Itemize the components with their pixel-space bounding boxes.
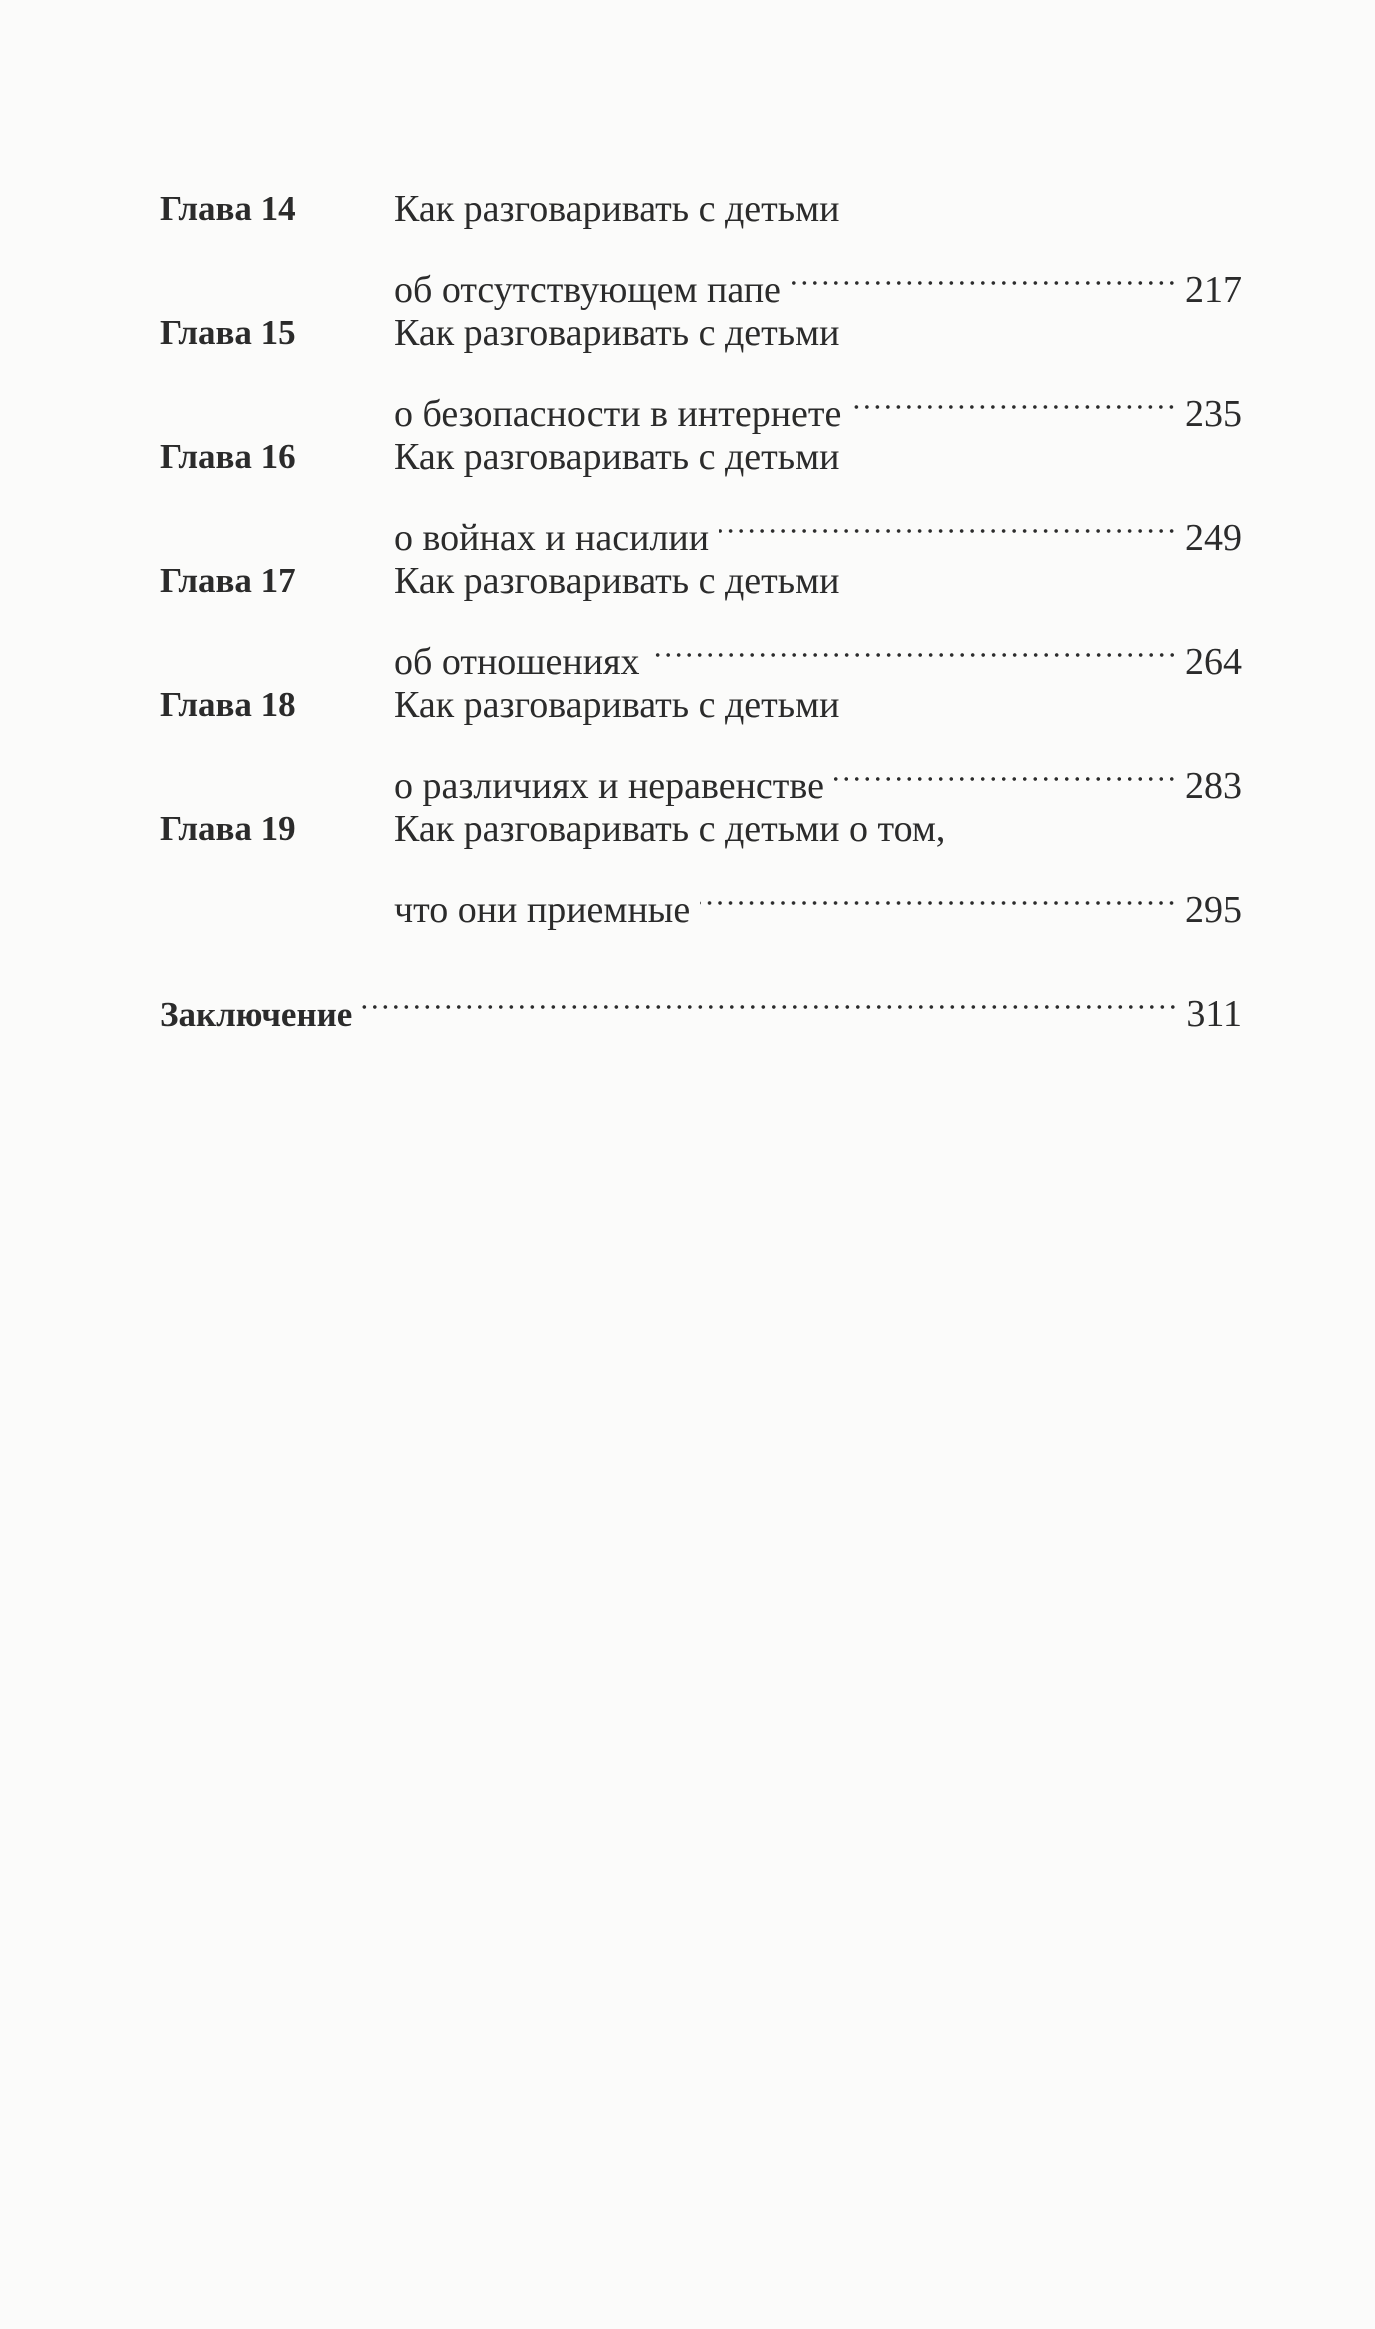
title-text: об отношениях xyxy=(394,641,640,683)
title-line-2 xyxy=(394,364,1242,435)
conclusion-line xyxy=(160,964,1242,1035)
title-text: что они приемные xyxy=(394,889,691,931)
chapter-title xyxy=(394,674,1242,807)
page-number: 249 xyxy=(1185,517,1242,559)
title-line-1 xyxy=(394,550,1242,612)
dot-leader xyxy=(834,736,1177,798)
dot-leader xyxy=(700,860,1177,922)
title-line-1 xyxy=(394,798,1242,860)
page-number: 311 xyxy=(1186,993,1242,1035)
chapter-label: Глава 16 xyxy=(160,437,296,476)
dot-leader xyxy=(719,488,1177,550)
toc-entry-chapter-15[interactable] xyxy=(160,302,1242,435)
title-line-1 xyxy=(394,178,1242,240)
title-text: об отсутствующем папе xyxy=(394,269,781,311)
chapter-label: Глава 19 xyxy=(160,809,296,848)
table-of-contents xyxy=(160,178,1242,1035)
title-text: Как разговаривать с детьми xyxy=(394,684,840,726)
toc-entry-chapter-19[interactable] xyxy=(160,798,1242,931)
conclusion-label: Заключение xyxy=(160,995,353,1034)
dot-leader xyxy=(650,612,1177,674)
title-line-2 xyxy=(394,860,1242,931)
toc-entry-conclusion[interactable] xyxy=(160,964,1242,1035)
page-number: 264 xyxy=(1185,641,1242,683)
title-line-2 xyxy=(394,488,1242,559)
chapter-label: Глава 18 xyxy=(160,685,296,724)
dot-leader xyxy=(851,364,1177,426)
page-number: 283 xyxy=(1185,765,1242,807)
title-text: Как разговаривать с детьми о том, xyxy=(394,808,946,850)
title-text: о безопасности в интернете xyxy=(394,393,842,435)
title-text: Как разговаривать с детьми xyxy=(394,188,840,230)
chapter-title xyxy=(394,426,1242,559)
dot-leader xyxy=(362,964,1178,1026)
title-line-1 xyxy=(394,302,1242,364)
toc-entry-chapter-16[interactable] xyxy=(160,426,1242,559)
title-line-1 xyxy=(394,426,1242,488)
chapter-title xyxy=(394,550,1242,683)
title-line-2 xyxy=(394,240,1242,311)
chapter-label: Глава 15 xyxy=(160,313,296,352)
chapter-title xyxy=(394,302,1242,435)
chapter-title xyxy=(394,798,1242,931)
title-line-2 xyxy=(394,612,1242,683)
title-line-1 xyxy=(394,674,1242,736)
toc-entry-chapter-17[interactable] xyxy=(160,550,1242,683)
chapter-title xyxy=(394,178,1242,311)
title-line-2 xyxy=(394,736,1242,807)
chapter-label: Глава 14 xyxy=(160,189,296,228)
page-number: 235 xyxy=(1185,393,1242,435)
title-text: о войнах и насилии xyxy=(394,517,710,559)
chapter-label: Глава 17 xyxy=(160,561,296,600)
title-text: Как разговаривать с детьми xyxy=(394,436,840,478)
page-number: 217 xyxy=(1185,269,1242,311)
toc-entry-chapter-18[interactable] xyxy=(160,674,1242,807)
page-number: 295 xyxy=(1185,889,1242,931)
title-text: о различиях и неравенстве xyxy=(394,765,824,807)
toc-entry-chapter-14[interactable] xyxy=(160,178,1242,311)
dot-leader xyxy=(791,240,1177,302)
title-text: Как разговаривать с детьми xyxy=(394,560,840,602)
title-text: Как разговаривать с детьми xyxy=(394,312,840,354)
